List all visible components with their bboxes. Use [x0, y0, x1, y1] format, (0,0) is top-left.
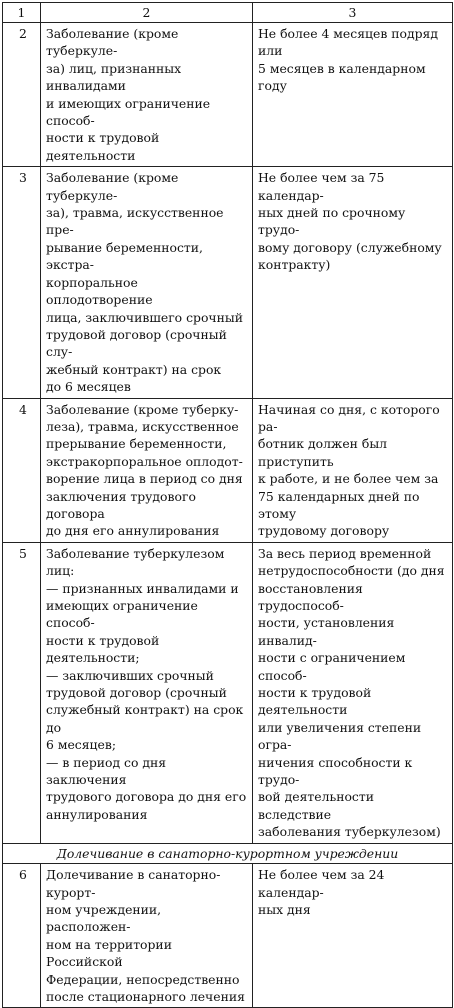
row-condition: Заболевание (кроме туберкуле- за) лиц, признанных инвалидами и имеющих ограничение способ- ности к трудовой деятельности: [41, 23, 253, 167]
table-row: [3, 398, 453, 542]
row-limit: Начиная со дня, с которого ра- ботник должен был приступить к работе, и не более чем за 75 календарных дней по этому трудовому договору: [253, 398, 453, 542]
section-title: Долечивание в санаторно-курортном учреждении: [3, 843, 453, 863]
table-row: [3, 542, 453, 843]
row-limit: Не более чем за 24 календар- ных дня: [253, 864, 453, 1008]
header-cell-col-3: 3: [253, 3, 453, 23]
row-limit: Не более чем за 75 календар- ных дней по срочному трудо- вому договору (служебному контракту): [253, 167, 453, 398]
row-number: 4: [3, 398, 41, 542]
header-cell-col-1: 1: [3, 3, 41, 23]
section-heading-row: [3, 843, 453, 863]
benefit-period-table: [2, 2, 453, 1008]
row-condition: Заболевание туберкулезом лиц: — признанных инвалидами и имеющих ограничение способ- ности к трудовой деятельности; — заключивших срочный трудовой договор (срочный служебный контракт) на срок до 6 месяцев; — в период со дня заключения трудового договора до дня его аннулирования: [41, 542, 253, 843]
table-row: [3, 23, 453, 167]
row-condition: Заболевание (кроме туберку- леза), травма, искусственное прерывание беременности, экстракорпоральное оплодот- ворение лица в период со дня заключения трудового договора до дня его аннулирования: [41, 398, 253, 542]
row-number: 6: [3, 864, 41, 1008]
table-header-row: [3, 3, 453, 23]
row-limit: За весь период временной нетрудоспособности (до дня восстановления трудоспособ- ности, установления инвалид- ности с ограничением способ- ности к трудовой деятельности или увеличения степени огра- ничения способности к трудо- вой деятельности вследствие заболевания туберкулезом): [253, 542, 453, 843]
table-row: [3, 864, 453, 1008]
row-condition: Заболевание (кроме туберкуле- за), травма, искусственное пре- рывание беременности, экстра- корпоральное оплодотворение лица, заключившего срочный трудовой договор (срочный слу- жебный контракт) на срок до 6 месяцев: [41, 167, 253, 398]
row-number: 2: [3, 23, 41, 167]
row-condition: Долечивание в санаторно-курорт- ном учреждении, расположен- ном на территории Российской Федерации, непосредственно после стационарного лечения: [41, 864, 253, 1008]
row-number: 3: [3, 167, 41, 398]
header-cell-col-2: 2: [41, 3, 253, 23]
table-row: [3, 167, 453, 398]
row-number: 5: [3, 542, 41, 843]
row-limit: Не более 4 месяцев подряд или 5 месяцев в календарном году: [253, 23, 453, 167]
